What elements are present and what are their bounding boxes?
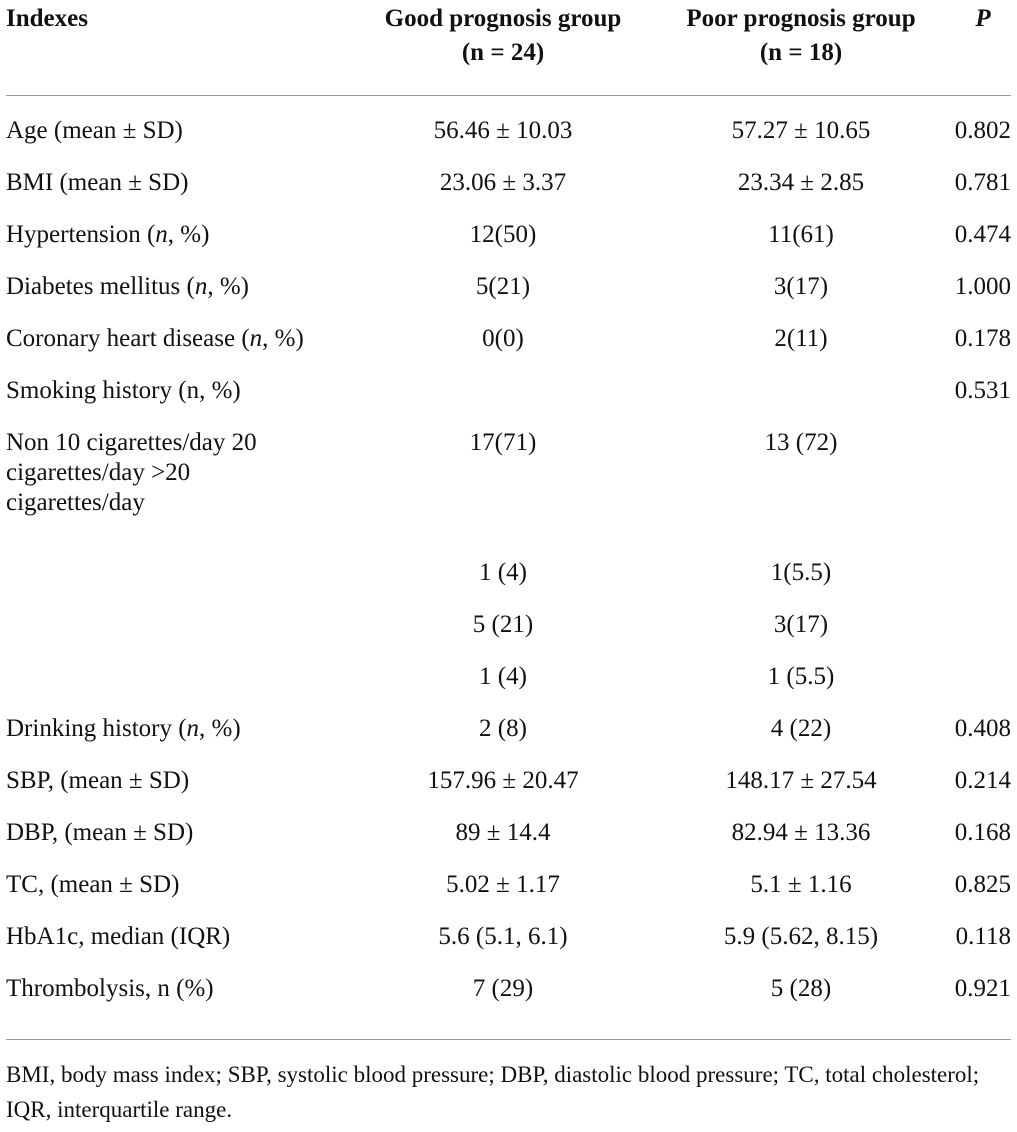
- p-value: 0.408: [954, 715, 1011, 742]
- poor-prognosis-value: 11(61): [768, 221, 834, 248]
- poor-prognosis-value: 3(17): [773, 611, 829, 638]
- p-value: 0.168: [954, 819, 1011, 846]
- header-poor-prognosis: [664, 2, 938, 70]
- good-prognosis-value: 1 (4): [479, 559, 527, 586]
- p-value: 0.825: [954, 871, 1011, 898]
- row-label-suffix: , %): [199, 715, 241, 742]
- row-label-prefix: Coronary heart disease (: [6, 325, 250, 352]
- poor-prognosis-value: 1(5.5): [770, 559, 832, 586]
- row-label: [6, 714, 321, 744]
- table-row: [0, 116, 1017, 168]
- good-prognosis-value: 17(71): [469, 429, 537, 456]
- p-value: 0.531: [954, 377, 1011, 404]
- p-value: 0.802: [954, 117, 1011, 144]
- good-prognosis-value: 12(50): [469, 221, 537, 248]
- poor-prognosis-value: 57.27 ± 10.65: [731, 117, 871, 144]
- table-row: [0, 922, 1017, 974]
- table-row: [0, 428, 1017, 558]
- table-row: [0, 220, 1017, 272]
- poor-prognosis-value: 5 (28): [770, 975, 832, 1002]
- table-row: [0, 974, 1017, 1026]
- header-divider: [6, 95, 1011, 96]
- table-row: [0, 610, 1017, 662]
- table-row: [0, 272, 1017, 324]
- table-body: [0, 116, 1017, 1026]
- poor-prognosis-value: 5.1 ± 1.16: [750, 871, 852, 898]
- good-prognosis-value: 0(0): [482, 325, 524, 352]
- p-value: 0.474: [954, 221, 1011, 248]
- row-label: Age (mean ± SD): [6, 117, 183, 144]
- row-label: DBP, (mean ± SD): [6, 819, 194, 846]
- table-row: [0, 870, 1017, 922]
- p-value: 0.781: [954, 169, 1011, 196]
- row-label: Thrombolysis, n (%): [6, 975, 214, 1002]
- table-header: [0, 0, 1017, 96]
- table-row: [0, 662, 1017, 714]
- table-row: [0, 168, 1017, 220]
- row-label-prefix: Hypertension (: [6, 221, 156, 248]
- p-value: 0.118: [955, 923, 1011, 950]
- row-label: [6, 220, 321, 250]
- row-label: SBP, (mean ± SD): [6, 767, 190, 794]
- good-prognosis-value: 5 (21): [472, 611, 534, 638]
- poor-prognosis-value: 82.94 ± 13.36: [731, 819, 871, 846]
- poor-prognosis-value: 5.9 (5.62, 8.15): [723, 923, 879, 950]
- good-prognosis-value: 7 (29): [472, 975, 534, 1002]
- table-row: [0, 558, 1017, 610]
- row-label-prefix: Diabetes mellitus (: [6, 273, 195, 300]
- good-prognosis-value: 89 ± 14.4: [455, 819, 551, 846]
- p-value: 0.214: [954, 767, 1011, 794]
- table-row: [0, 818, 1017, 870]
- p-value: 0.921: [954, 975, 1011, 1002]
- good-prognosis-value: 23.06 ± 3.37: [439, 169, 567, 196]
- table-row: [0, 324, 1017, 376]
- poor-prognosis-value: 13 (72): [764, 429, 838, 456]
- row-label: BMI (mean ± SD): [6, 169, 189, 196]
- table-row: [0, 376, 1017, 428]
- good-prognosis-value: 5.02 ± 1.17: [446, 871, 560, 898]
- row-label: TC, (mean ± SD): [6, 871, 180, 898]
- table-footnote: BMI, body mass index; SBP, systolic blood pressure; DBP, diastolic blood pressure; TC, total cholesterol; IQR, interquartile range.: [6, 1062, 980, 1122]
- header-good-line1: Good prognosis group: [384, 5, 622, 32]
- header-indexes: Indexes: [6, 5, 88, 32]
- table-row: [0, 766, 1017, 818]
- poor-prognosis-value: 3(17): [773, 273, 829, 300]
- header-p-value: P: [975, 5, 991, 32]
- header-good-prognosis: [356, 2, 650, 70]
- header-poor-line1: Poor prognosis group: [686, 5, 916, 32]
- row-label-suffix: , %): [262, 325, 304, 352]
- good-prognosis-value: 1 (4): [479, 663, 527, 690]
- good-prognosis-value: 56.46 ± 10.03: [433, 117, 573, 144]
- good-prognosis-value: 5(21): [475, 273, 531, 300]
- row-label-suffix: , %): [167, 221, 210, 248]
- row-label-italic: n: [186, 715, 200, 742]
- good-prognosis-value: 2 (8): [479, 715, 527, 742]
- row-label-italic: n: [155, 221, 168, 248]
- row-label-italic: n: [249, 325, 263, 352]
- poor-prognosis-value: 4 (22): [770, 715, 832, 742]
- p-value: 0.178: [954, 325, 1011, 352]
- table-row: [0, 714, 1017, 766]
- good-prognosis-value: 5.6 (5.1, 6.1): [438, 923, 568, 950]
- poor-prognosis-value: 2(11): [774, 325, 828, 352]
- p-value: 1.000: [954, 273, 1011, 300]
- row-label: Non 10 cigarettes/day 20 cigarettes/day >20 cigarettes/day: [6, 429, 257, 516]
- row-label-prefix: Drinking history (: [6, 715, 187, 742]
- row-label: HbA1c, median (IQR): [6, 923, 231, 950]
- row-label: [6, 324, 321, 354]
- poor-prognosis-value: 1 (5.5): [767, 663, 835, 690]
- header-poor-line2: (n = 18): [759, 39, 843, 66]
- row-label: Smoking history (n, %): [6, 377, 241, 404]
- row-label-italic: n: [194, 273, 208, 300]
- poor-prognosis-value: 148.17 ± 27.54: [725, 767, 877, 794]
- row-label-suffix: , %): [207, 273, 249, 300]
- good-prognosis-value: 157.96 ± 20.47: [427, 767, 579, 794]
- row-label: [6, 272, 321, 302]
- header-good-line2: (n = 24): [461, 39, 545, 66]
- footer-divider: [6, 1039, 1011, 1040]
- poor-prognosis-value: 23.34 ± 2.85: [737, 169, 865, 196]
